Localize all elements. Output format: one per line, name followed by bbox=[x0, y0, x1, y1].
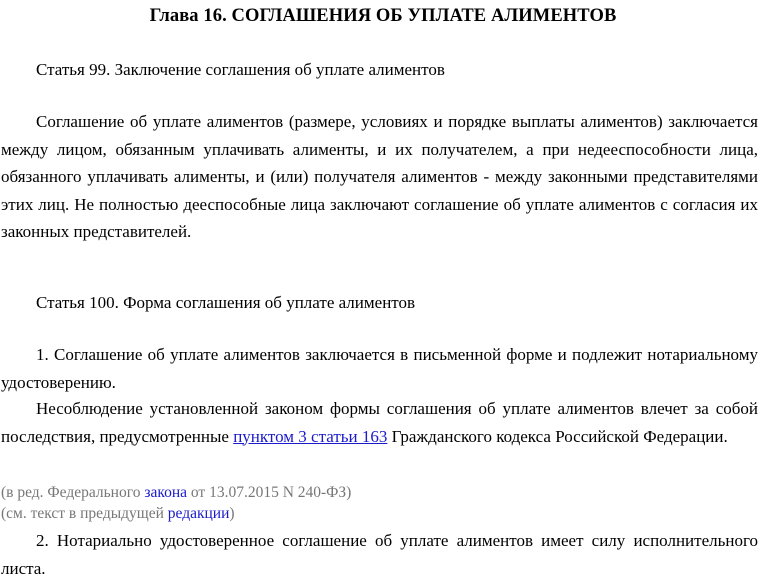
article-100-paragraph-2: 2. Нотариально удостоверенное соглашение об уплате алиментов имеет силу исполнительного листа. bbox=[1, 531, 758, 578]
article-100-title: Статья 100. Форма соглашения об уплате алиментов bbox=[36, 293, 416, 312]
previous-edition-note bbox=[1, 503, 235, 524]
previous-edition-after: ) bbox=[229, 505, 235, 522]
amendment-note bbox=[1, 482, 351, 503]
article-100-paragraph-1: 1. Соглашение об уплате алиментов заключается в письменной форме и подлежит нотариальному удостоверению. bbox=[1, 345, 758, 392]
article-99-title: Статья 99. Заключение соглашения об уплате алиментов bbox=[36, 60, 445, 79]
article-100-paragraph-1b bbox=[1, 395, 758, 450]
chapter-heading: Глава 16. СОГЛАШЕНИЯ ОБ УПЛАТЕ АЛИМЕНТОВ bbox=[149, 6, 617, 26]
previous-edition-before: (см. текст в предыдущей bbox=[1, 505, 168, 522]
paragraph-1b-text-after: Гражданского кодекса Российской Федерации. bbox=[387, 426, 728, 446]
paragraph-1b-text-before: Несоблюдение установленной законом формы соглашения об уплате алиментов влечет за собой последствия, предусмотренные bbox=[1, 399, 758, 446]
previous-edition-link[interactable]: редакции bbox=[167, 505, 230, 522]
federal-law-link[interactable]: закона bbox=[144, 484, 187, 501]
civil-code-article-163-link[interactable]: пунктом 3 статьи 163 bbox=[233, 426, 388, 446]
amendment-note-before: (в ред. Федерального bbox=[1, 484, 145, 501]
article-99-paragraph: Соглашение об уплате алиментов (размере, условиях и порядке выплаты алиментов) заключается между лицом, обязанным уплачивать алименты, и их получателем, а при недееспособности лица, обязанного уплачивать алименты, и (или) получателя алиментов - между законными представителями этих лиц. Не полностью дееспособные лица заключают соглашение об уплате алиментов с согласия их законных представителей. bbox=[1, 112, 758, 241]
amendment-note-after: от 13.07.2015 N 240-ФЗ) bbox=[187, 484, 352, 501]
